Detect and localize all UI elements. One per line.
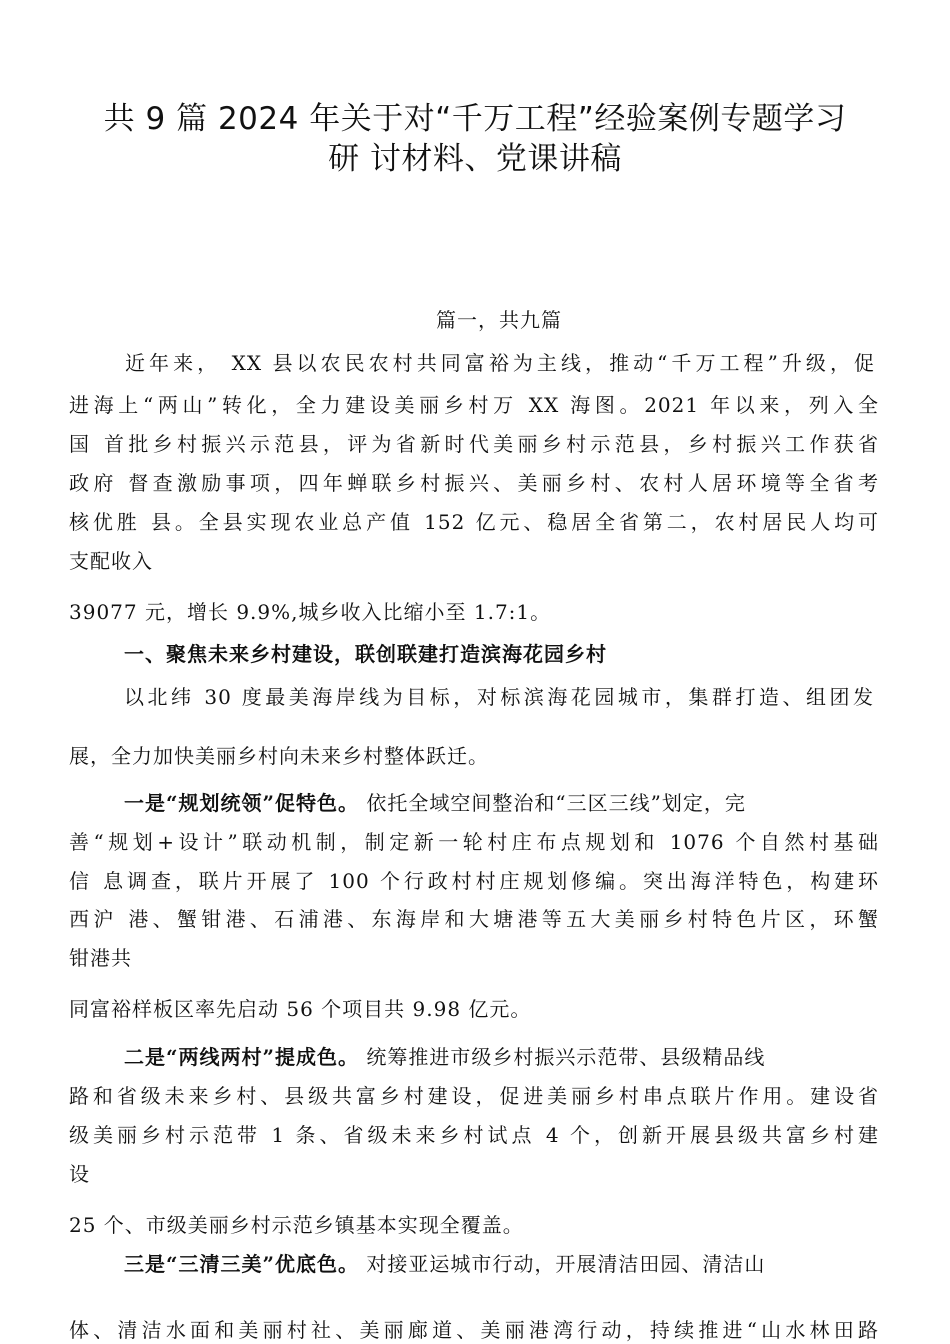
item-two-line-2: 路和省级未来乡村、县级共富乡村建设，促进美丽乡村串点联片作用。建设省 [69,1084,879,1108]
heading-one-body-2: 展，全力加快美丽乡村向未来乡村整体跃迁。 [69,744,489,768]
item-one-line-2: 善“规划+设计”联动机制，制定新一轮村庄布点规划和 1076 个自然村基础 [69,830,879,854]
item-one-first-line-rest: 依托全域空间整治和“三区三线”划定，完 [359,791,746,815]
item-three-first-line-rest: 对接亚运城市行动，开展清洁田园、清洁山 [359,1252,766,1276]
item-two-line-4: 设 [69,1162,90,1186]
item-one-line-3: 信 息调查，联片开展了 100 个行政村村庄规划修编。突出海洋特色，构建环 [69,869,879,893]
item-three-lead: 三是“三清三美”优底色。 [124,1252,360,1276]
item-one-line-4: 西沪 港、蟹钳港、石浦港、东海岸和大塘港等五大美丽乡村特色片区，环蟹 [69,907,879,931]
item-one-lead: 一是“规划统领”促特色。 [124,791,360,815]
title-line-1: 共 9 篇 2024 年关于对“千万工程”经验案例专题学习 [103,101,847,137]
item-three-first-line [124,1250,934,1278]
intro-line-5: 核优胜 县。全县实现农业总产值 152 亿元、稳居全省第二，农村居民人均可 [69,510,879,534]
document-title [40,99,910,179]
item-one-line-6: 同富裕样板区率先启动 56 个项目共 9.98 亿元。 [69,997,532,1021]
intro-line-2: 进海上“两山”转化，全力建设美丽乡村万 XX 海图。2021 年以来，列入全 [69,393,879,417]
section-label: 篇一，共九篇 [436,308,562,332]
title-line-2: 研 讨材料、党课讲稿 [328,141,622,177]
intro-line-7: 39077 元，增长 9.9%,城乡收入比缩小至 1.7:1。 [69,600,552,624]
intro-line-6: 支配收入 [69,549,153,573]
item-one-first-line [124,789,934,817]
intro-line-1: 近年来， XX 县以农民农村共同富裕为主线，推动“千万工程”升级，促 [125,351,875,375]
item-two-first-line [124,1043,934,1071]
item-two-first-line-rest: 统筹推进市级乡村振兴示范带、县级精品线 [359,1045,766,1069]
heading-one: 一、聚焦未来乡村建设，联创联建打造滨海花园乡村 [124,642,607,666]
heading-one-body-1: 以北纬 30 度最美海岸线为目标，对标滨海花园城市，集群打造、组团发 [124,685,874,709]
item-one-line-5: 钳港共 [69,946,132,970]
intro-line-4: 政府 督查激励事项，四年蝉联乡村振兴、美丽乡村、农村人居环境等全省考 [69,471,879,495]
intro-line-3: 国 首批乡村振兴示范县，评为省新时代美丽乡村示范县，乡村振兴工作获省 [69,432,879,456]
item-two-line-5: 25 个、市级美丽乡村示范乡镇基本实现全覆盖。 [69,1213,524,1237]
item-three-line-2: 体、清洁水面和美丽村社、美丽廊道、美丽港湾行动，持续推进“山水林田路 [69,1318,879,1342]
item-two-line-3: 级美丽乡村示范带 1 条、省级未来乡村试点 4 个，创新开展县级共富乡村建 [69,1123,879,1147]
item-two-lead: 二是“两线两村”提成色。 [124,1045,360,1069]
